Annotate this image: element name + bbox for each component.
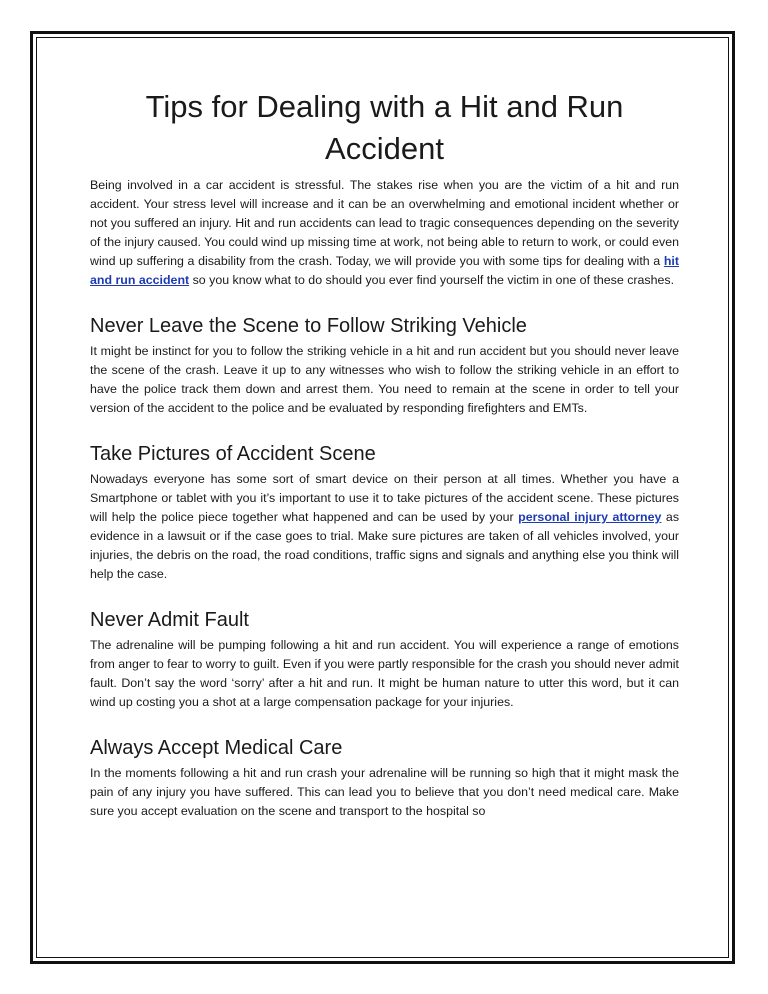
section-never-leave-scene xyxy=(90,313,679,418)
intro-paragraph xyxy=(90,176,679,290)
section-text-after: as evidence in a lawsuit or if the case goes to trial. Make sure pictures are taken of all vehicles involved, your injuries, the debris on the road, the road conditions, traffic signs and signals and anything else you think will help the case. xyxy=(90,510,680,581)
section-heading: Never Admit Fault xyxy=(90,609,249,631)
document-body xyxy=(90,86,679,821)
section-text-before: Nowadays everyone has some sort of smart device on their person at all times. Whether you have a Smartphone or tablet with you it’s important to use it to take pictures of the accident scene. These pictures will help the police piece together what happened and can be used by your xyxy=(90,472,679,524)
section-body: The adrenaline will be pumping following a hit and run accident. You will experience a range of emotions from anger to fear to worry to guilt. Even if you were partly responsible for the crash you should never admit fault. Don’t say the word ‘sorry’ after a hit and run. It might be human nature to utter this word, but it can wind up costing you a shot at a large compensation package for your injuries. xyxy=(90,638,679,709)
section-never-admit-fault xyxy=(90,607,679,712)
section-accept-medical-care xyxy=(90,735,679,821)
document-title: Tips for Dealing with a Hit and Run Accident xyxy=(145,89,624,166)
intro-text-after: so you know what to do should you ever find yourself the victim in one of these crashes. xyxy=(189,273,675,287)
section-body: It might be instinct for you to follow the striking vehicle in a hit and run accident but you should never leave the scene of the crash. Leave it up to any witnesses who wish to follow the striking vehicle in an effort to have the police track them down and arrest them. You need to remain at the scene in order to tell your version of the accident to the police and be evaluated by responding firefighters and EMTs. xyxy=(90,344,679,415)
section-body xyxy=(90,470,679,584)
section-take-pictures xyxy=(90,441,679,584)
section-heading: Never Leave the Scene to Follow Striking Vehicle xyxy=(90,315,527,337)
intro-text-before: Being involved in a car accident is stressful. The stakes rise when you are the victim of a hit and run accident. Your stress level will increase and it can be an overwhelming and emotional incident whether or not you suffered an injury. Hit and run accidents can lead to tragic consequences depending on the severity of the injury caused. You could wind up missing time at work, not being able to return to work, or could even wind up suffering a disability from the crash. Today, we will provide you with some tips for dealing with a xyxy=(90,178,679,268)
section-heading: Always Accept Medical Care xyxy=(90,737,343,759)
section-heading: Take Pictures of Accident Scene xyxy=(90,443,376,465)
hit-and-run-accident-link[interactable]: hit and run accident xyxy=(90,254,679,287)
section-body: In the moments following a hit and run crash your adrenaline will be running so high that it might mask the pain of any injury you have suffered. This can lead you to believe that you don’t need medical care. Make sure you accept evaluation on the scene and transport to the hospital so xyxy=(90,766,679,818)
personal-injury-attorney-link[interactable]: personal injury attorney xyxy=(518,510,662,524)
